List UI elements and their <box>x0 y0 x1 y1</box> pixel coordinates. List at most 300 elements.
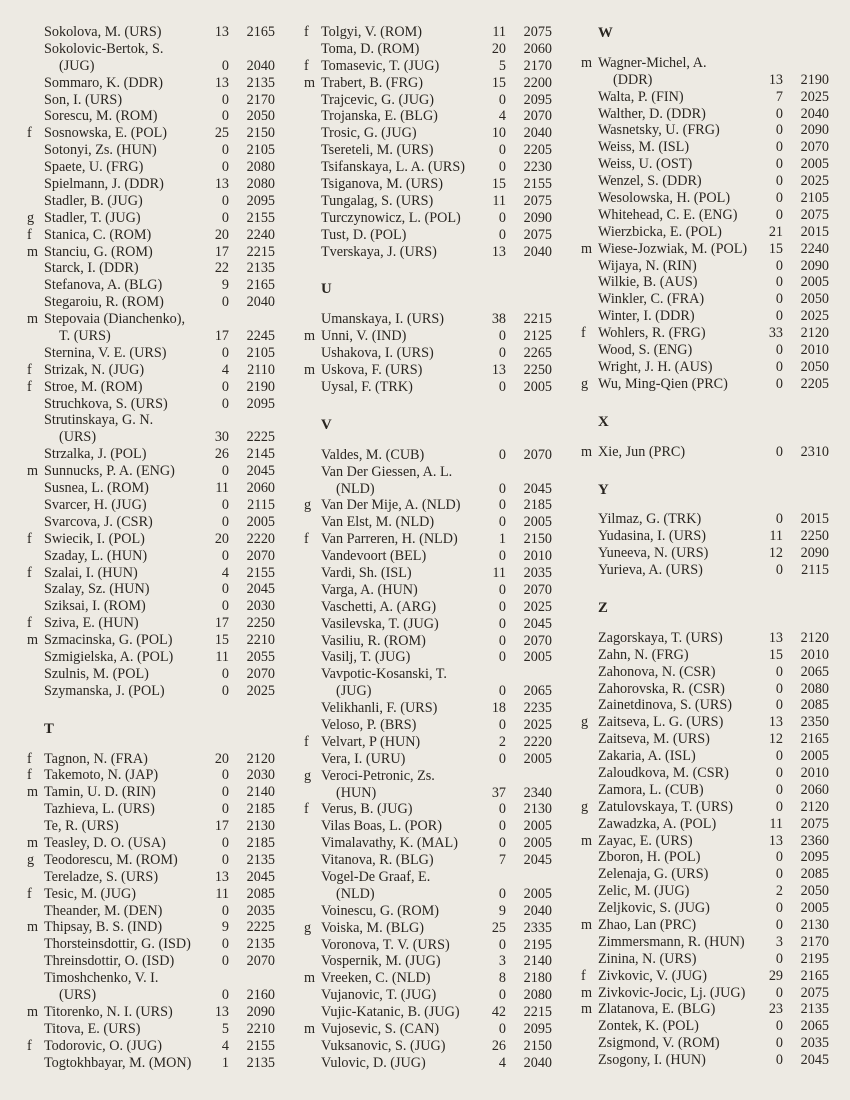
player-name: Voiska, M. (BLG) <box>321 919 424 936</box>
games-count: 0 <box>775 900 783 917</box>
player-row <box>304 92 552 109</box>
games-count: 11 <box>215 480 229 497</box>
player-name: Te, R. (URS) <box>44 818 119 835</box>
player-name: Tagnon, N. (FRA) <box>44 750 148 767</box>
player-row <box>581 359 829 376</box>
player-row <box>304 768 552 785</box>
player-name: Theander, M. (DEN) <box>44 902 163 919</box>
player-name: Sotonyi, Zs. (HUN) <box>44 142 157 159</box>
player-row-continuation <box>27 429 275 446</box>
games-count: 0 <box>498 345 506 362</box>
player-name: Tomasevic, T. (JUG) <box>321 57 440 74</box>
player-name: Winter, I. (DDR) <box>598 308 695 325</box>
player-name: Svarcer, H. (JUG) <box>44 496 147 513</box>
games-count: 0 <box>221 598 229 615</box>
player-name: Zinina, N. (URS) <box>598 950 697 967</box>
fide-title: m <box>27 632 39 649</box>
rating-value: 2085 <box>800 866 829 883</box>
games-count: 4 <box>221 361 229 378</box>
games-count: 5 <box>221 1020 229 1037</box>
rating-value: 2005 <box>523 750 552 767</box>
rating-value: 2005 <box>523 885 552 902</box>
player-name: Togtokhbayar, M. (MON) <box>44 1054 192 1071</box>
player-name: Zainetdinova, S. (URS) <box>598 697 732 714</box>
rating-value: 2040 <box>800 105 829 122</box>
games-count: 1 <box>221 1054 229 1071</box>
rating-value: 2215 <box>523 311 552 328</box>
games-count: 17 <box>214 615 229 632</box>
player-name-continued: (HUN) <box>336 784 377 801</box>
player-name: Vandevoort (BEL) <box>321 548 427 565</box>
fide-title: f <box>27 767 32 784</box>
rating-value: 2060 <box>800 781 829 798</box>
rating-value: 2165 <box>246 277 275 294</box>
rating-value: 2045 <box>246 868 275 885</box>
player-name: Zontek, K. (POL) <box>598 1018 699 1035</box>
rating-value: 2050 <box>800 883 829 900</box>
games-count: 2 <box>498 733 506 750</box>
rating-value: 2025 <box>246 682 275 699</box>
player-name: Wierzbicka, E. (POL) <box>598 223 722 240</box>
rating-value: 2025 <box>523 716 552 733</box>
rating-value: 2005 <box>246 513 275 530</box>
player-name: Tsiganova, M. (URS) <box>321 176 443 193</box>
rating-value: 2095 <box>523 91 552 108</box>
games-count: 0 <box>498 818 506 835</box>
player-name: Zlatanova, E. (BLG) <box>598 1001 716 1018</box>
player-row <box>304 835 552 852</box>
player-row-continuation <box>27 987 275 1004</box>
player-name: Zelenaja, G. (URS) <box>598 866 709 883</box>
games-count: 13 <box>214 74 229 91</box>
player-name-continued: (URS) <box>59 987 97 1003</box>
rating-value: 2010 <box>800 342 829 359</box>
games-count: 17 <box>214 243 229 260</box>
rating-value: 2165 <box>246 24 275 40</box>
player-name: Timoshchenko, V. I. <box>44 970 159 987</box>
games-count: 0 <box>498 480 506 497</box>
games-count: 0 <box>775 562 783 579</box>
games-count: 0 <box>775 663 783 680</box>
section-header: W <box>598 25 614 41</box>
rating-value: 2050 <box>800 291 829 308</box>
games-count: 33 <box>768 325 783 342</box>
fide-title: g <box>304 919 312 936</box>
rating-value: 2095 <box>523 1021 552 1038</box>
player-name: Susnea, L. (ROM) <box>44 480 149 497</box>
rating-value: 2070 <box>246 547 275 564</box>
fide-title: m <box>581 984 593 1001</box>
player-name: Vreeken, C. (NLD) <box>321 970 431 987</box>
games-count: 0 <box>498 548 506 565</box>
player-row <box>27 159 275 176</box>
player-row <box>27 125 275 142</box>
player-row <box>27 24 275 41</box>
games-count: 0 <box>775 748 783 765</box>
player-row <box>581 376 829 393</box>
rating-value: 2045 <box>800 1052 829 1069</box>
player-name: Zayac, E. (URS) <box>598 832 693 849</box>
player-row <box>27 311 275 328</box>
games-count: 0 <box>221 665 229 682</box>
player-row <box>27 92 275 109</box>
player-name-continued: (NLD) <box>336 480 375 497</box>
player-name: Zamora, L. (CUB) <box>598 781 704 798</box>
player-row-continuation <box>27 58 275 75</box>
player-name: Veloso, P. (BRS) <box>321 716 417 733</box>
player-row <box>304 700 552 717</box>
player-row <box>304 1021 552 1038</box>
rating-value: 2040 <box>523 125 552 142</box>
rating-value: 2125 <box>523 328 552 345</box>
player-name: Tereladze, S. (URS) <box>44 868 159 885</box>
fide-title: m <box>27 1003 39 1020</box>
player-name: Vimalavathy, K. (MAL) <box>321 835 458 852</box>
player-name: Valdes, M. (CUB) <box>321 446 425 463</box>
games-count: 29 <box>768 967 783 984</box>
player-row <box>304 464 552 481</box>
player-row <box>581 917 829 934</box>
games-count: 26 <box>491 1037 506 1054</box>
player-row <box>27 649 275 666</box>
games-count: 13 <box>491 243 506 260</box>
games-count: 0 <box>221 395 229 412</box>
player-row <box>581 849 829 866</box>
fide-title: m <box>304 328 316 345</box>
player-name: Zaitseva, L. G. (URS) <box>598 714 724 731</box>
rating-value: 2140 <box>523 953 552 970</box>
games-count: 13 <box>214 1003 229 1020</box>
games-count: 0 <box>221 953 229 970</box>
rating-value: 2160 <box>246 987 275 1003</box>
games-count: 0 <box>221 344 229 361</box>
rating-value: 2025 <box>800 88 829 105</box>
player-row <box>27 835 275 852</box>
player-name: Sorescu, M. (ROM) <box>44 108 158 125</box>
rating-value: 2090 <box>800 545 829 562</box>
rating-value: 2050 <box>800 358 829 375</box>
player-name: Wood, S. (ENG) <box>598 342 693 359</box>
games-count: 0 <box>498 446 506 463</box>
fide-title: m <box>581 917 593 934</box>
rating-value: 2145 <box>246 446 275 463</box>
rating-value: 2190 <box>246 378 275 395</box>
rating-value: 2135 <box>246 936 275 953</box>
fide-title: f <box>304 733 309 750</box>
games-count: 0 <box>498 801 506 818</box>
section-header: U <box>321 281 332 298</box>
player-row <box>581 816 829 833</box>
games-count: 4 <box>498 108 506 125</box>
fide-title: f <box>27 226 32 243</box>
player-name: Zaloudkova, M. (CSR) <box>598 765 729 782</box>
player-name: Zivkovic, V. (JUG) <box>598 967 708 984</box>
player-name: Wagner-Michel, A. <box>598 54 707 71</box>
games-count: 0 <box>775 358 783 375</box>
player-row <box>581 951 829 968</box>
rating-value: 2055 <box>246 648 275 665</box>
player-name: Takemoto, N. (JAP) <box>44 767 159 784</box>
rating-value: 2030 <box>246 598 275 615</box>
games-count: 0 <box>221 159 229 176</box>
player-name-continued: (JUG) <box>59 57 95 74</box>
player-name: Vuksanovic, S. (JUG) <box>321 1037 446 1054</box>
player-name: Weiss, U. (OST) <box>598 156 693 173</box>
player-name: Zhao, Lan (PRC) <box>598 917 697 934</box>
rating-value: 2195 <box>523 936 552 953</box>
rating-value: 2010 <box>800 765 829 782</box>
player-row <box>581 833 829 850</box>
games-count: 13 <box>214 24 229 40</box>
games-count: 0 <box>498 835 506 852</box>
player-name: Van Parreren, H. (NLD) <box>321 531 458 548</box>
player-row <box>304 125 552 142</box>
fide-title: m <box>304 1021 316 1038</box>
games-count: 42 <box>491 1004 506 1021</box>
player-row <box>581 934 829 951</box>
games-count: 0 <box>498 598 506 615</box>
player-row <box>581 748 829 765</box>
player-row <box>581 207 829 224</box>
rating-value: 2210 <box>246 1020 275 1037</box>
games-count: 17 <box>214 818 229 835</box>
games-count: 12 <box>768 545 783 562</box>
player-row-continuation <box>304 886 552 903</box>
player-name-continued: (JUG) <box>336 683 372 700</box>
games-count: 0 <box>498 328 506 345</box>
player-row <box>581 122 829 139</box>
games-count: 0 <box>498 91 506 108</box>
fide-title: m <box>304 362 316 379</box>
fide-title: f <box>27 1037 32 1054</box>
player-name: Zahn, N. (FRG) <box>598 646 689 663</box>
games-count: 0 <box>221 463 229 480</box>
fide-title: g <box>581 375 589 392</box>
rating-value: 2155 <box>246 1037 275 1054</box>
rating-value: 2105 <box>800 190 829 207</box>
player-name: Zakaria, A. (ISL) <box>598 748 696 765</box>
fide-title: m <box>27 311 39 328</box>
player-name: Wu, Ming-Qien (PRC) <box>598 375 728 392</box>
player-row <box>27 767 275 784</box>
player-row <box>581 55 829 72</box>
player-row <box>581 782 829 799</box>
fide-title: m <box>581 1001 593 1018</box>
rating-value: 2155 <box>246 209 275 226</box>
player-name: Zboron, H. (POL) <box>598 849 701 866</box>
player-row <box>581 106 829 123</box>
rating-value: 2220 <box>246 530 275 547</box>
games-count: 0 <box>498 497 506 514</box>
games-count: 15 <box>214 632 229 649</box>
player-row <box>581 89 829 106</box>
games-count: 23 <box>768 1001 783 1018</box>
rating-value: 2025 <box>523 598 552 615</box>
rating-value: 2140 <box>246 784 275 801</box>
games-count: 15 <box>768 240 783 257</box>
player-name: Tsifanskaya, L. A. (URS) <box>321 159 466 176</box>
games-count: 0 <box>221 834 229 851</box>
games-count: 0 <box>221 496 229 513</box>
games-count: 21 <box>768 223 783 240</box>
player-name: Sokolovic-Bertok, S. <box>44 40 164 57</box>
games-count: 0 <box>498 581 506 598</box>
player-name: Son, I. (URS) <box>44 91 123 108</box>
player-row <box>304 193 552 210</box>
player-row <box>304 328 552 345</box>
rating-value: 2235 <box>523 700 552 717</box>
player-name: Yurieva, A. (URS) <box>598 562 703 579</box>
player-row <box>304 852 552 869</box>
games-count: 0 <box>775 1035 783 1052</box>
rating-value: 2095 <box>800 849 829 866</box>
rating-value: 2135 <box>246 851 275 868</box>
player-row <box>304 227 552 244</box>
player-row <box>304 717 552 734</box>
games-count: 11 <box>492 192 506 209</box>
player-row <box>581 630 829 647</box>
player-name: Tolgyi, V. (ROM) <box>321 24 422 40</box>
player-name: Vilas Boas, L. (POR) <box>321 818 442 835</box>
player-name: Sommaro, K. (DDR) <box>44 74 164 91</box>
player-name: Whitehead, C. E. (ENG) <box>598 206 738 223</box>
player-name: Vasilevska, T. (JUG) <box>321 615 439 632</box>
player-name: Ushakova, I. (URS) <box>321 345 434 362</box>
player-name: Titorenko, N. I. (URS) <box>44 1003 173 1020</box>
rating-value: 2310 <box>800 443 829 460</box>
player-row <box>27 277 275 294</box>
games-count: 12 <box>768 731 783 748</box>
player-name: Vulovic, D. (JUG) <box>321 1054 426 1071</box>
player-name: Swiecik, I. (POL) <box>44 530 145 547</box>
games-count: 4 <box>221 564 229 581</box>
games-count: 37 <box>491 784 506 801</box>
player-row <box>304 987 552 1004</box>
rating-value: 2200 <box>523 74 552 91</box>
player-name: Uskova, F. (URS) <box>321 362 423 379</box>
player-name: Zivkovic-Jocic, Lj. (JUG) <box>598 984 746 1001</box>
rating-value: 2075 <box>523 192 552 209</box>
player-name: Zimmersmann, R. (HUN) <box>598 933 745 950</box>
player-row <box>304 24 552 41</box>
player-name: Teasley, D. O. (USA) <box>44 834 166 851</box>
player-row-continuation <box>581 72 829 89</box>
games-count: 0 <box>221 767 229 784</box>
games-count: 0 <box>221 682 229 699</box>
games-count: 0 <box>498 142 506 159</box>
player-row-continuation <box>304 683 552 700</box>
rating-value: 2005 <box>523 378 552 395</box>
player-row <box>27 801 275 818</box>
player-row <box>581 1001 829 1018</box>
player-row <box>581 681 829 698</box>
player-name: Thorsteinsdottir, G. (ISD) <box>44 936 191 953</box>
games-count: 0 <box>775 257 783 274</box>
games-count: 0 <box>775 291 783 308</box>
games-count: 0 <box>775 765 783 782</box>
player-name: Yuneeva, N. (URS) <box>598 545 709 562</box>
games-count: 20 <box>214 530 229 547</box>
rating-value: 2185 <box>246 801 275 818</box>
player-row <box>27 514 275 531</box>
player-name: Tverskaya, J. (URS) <box>321 243 437 260</box>
player-name: Velikhanli, F. (URS) <box>321 700 438 717</box>
player-name: Tesic, M. (JUG) <box>44 885 136 902</box>
player-name: Unni, V. (IND) <box>321 328 407 345</box>
rating-value: 2130 <box>246 818 275 835</box>
games-count: 15 <box>768 646 783 663</box>
rating-value: 2025 <box>800 308 829 325</box>
rating-list-column <box>27 24 275 1072</box>
rating-value: 2075 <box>523 226 552 243</box>
rating-value: 2090 <box>800 122 829 139</box>
rating-value: 2110 <box>247 361 275 378</box>
player-row <box>27 497 275 514</box>
games-count: 0 <box>498 159 506 176</box>
rating-value: 2005 <box>523 649 552 666</box>
games-count: 0 <box>498 1021 506 1038</box>
rating-value: 2205 <box>800 375 829 392</box>
rating-value: 2070 <box>523 632 552 649</box>
games-count: 13 <box>214 868 229 885</box>
player-row <box>27 75 275 92</box>
player-name-continued: T. (URS) <box>59 328 111 345</box>
fide-title: m <box>581 443 593 460</box>
player-row <box>27 1055 275 1072</box>
games-count: 0 <box>775 950 783 967</box>
rating-value: 2005 <box>523 514 552 531</box>
games-count: 0 <box>221 209 229 226</box>
rating-list-column <box>304 24 552 1072</box>
player-row <box>27 581 275 598</box>
fide-title: f <box>27 530 32 547</box>
player-name: Velvart, P (HUN) <box>321 733 421 750</box>
section-header: V <box>321 416 332 433</box>
player-name: Yudasina, I. (URS) <box>598 528 706 545</box>
player-row <box>27 463 275 480</box>
player-row <box>27 784 275 801</box>
games-count: 0 <box>775 105 783 122</box>
player-row <box>304 903 552 920</box>
games-count: 0 <box>775 443 783 460</box>
games-count: 0 <box>221 902 229 919</box>
games-count: 0 <box>221 91 229 108</box>
player-row <box>304 1038 552 1055</box>
player-name: Vasiliu, R. (ROM) <box>321 632 426 649</box>
rating-value: 2265 <box>523 345 552 362</box>
player-row <box>581 258 829 275</box>
fide-title: f <box>304 24 309 40</box>
rating-value: 2010 <box>800 646 829 663</box>
fide-title: f <box>304 801 309 818</box>
rating-value: 2190 <box>800 71 829 88</box>
player-name: Stadler, B. (JUG) <box>44 192 143 209</box>
player-name: Wiese-Jozwiak, M. (POL) <box>598 240 748 257</box>
player-name: Vospernik, M. (JUG) <box>321 953 441 970</box>
player-name: Zahorovska, R. (CSR) <box>598 680 725 697</box>
games-count: 9 <box>221 277 229 294</box>
games-count: 0 <box>775 342 783 359</box>
games-count: 4 <box>221 1037 229 1054</box>
player-name: Tsereteli, M. (URS) <box>321 142 434 159</box>
player-row <box>27 396 275 413</box>
player-name: Stanciu, G. (ROM) <box>44 243 153 260</box>
player-name: Sunnucks, P. A. (ENG) <box>44 463 175 480</box>
player-row <box>304 514 552 531</box>
games-count: 0 <box>498 209 506 226</box>
games-count: 0 <box>498 226 506 243</box>
player-name: Szulnis, M. (POL) <box>44 665 149 682</box>
